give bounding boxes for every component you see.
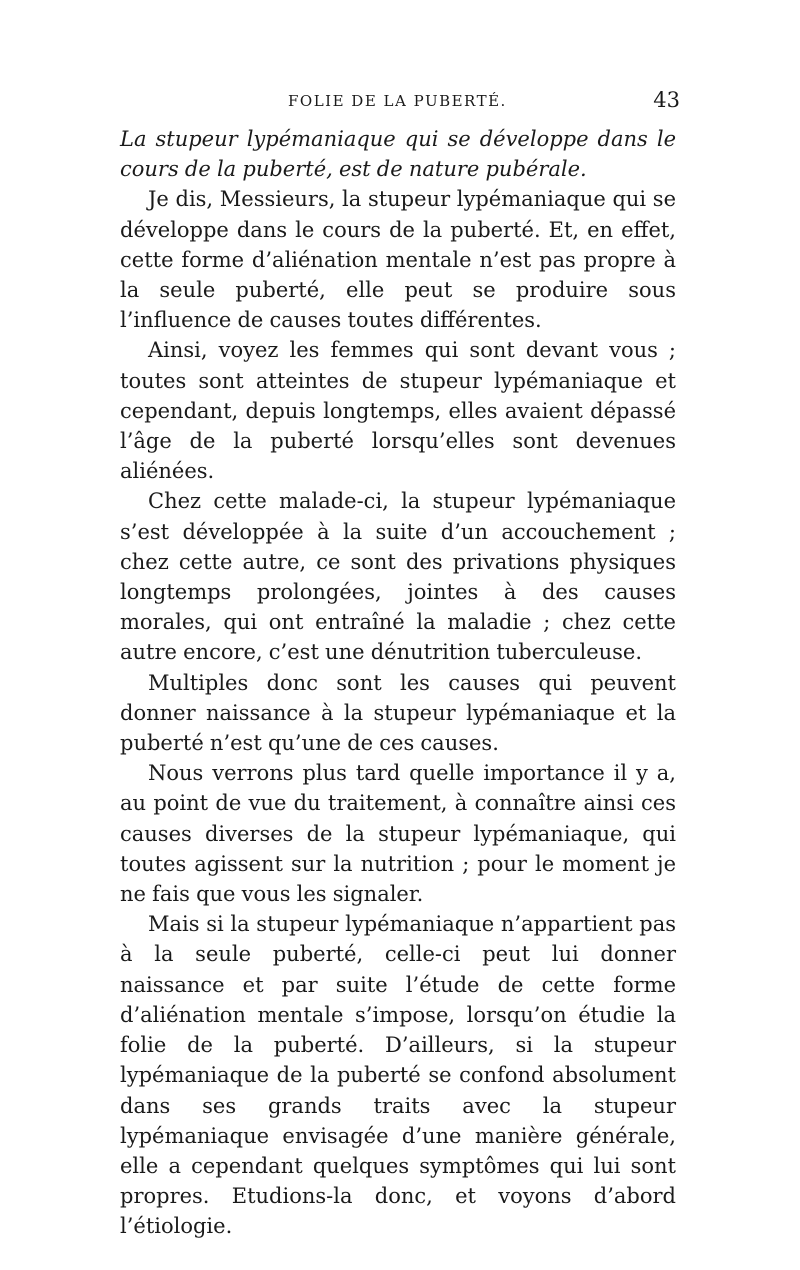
section-heading: La stupeur lypémaniaque qui se développe dans le cours de la puberté, est de nature pubérale. (120, 127, 676, 182)
paragraph: Je dis, Messieurs, la stupeur lypémaniaque qui se développe dans le cours de la puberté. Et, en effet, cette forme d’aliénation mentale n’est pas propre à la seule puberté, elle peut se produire sous l’influence de causes toutes différentes. (120, 187, 676, 333)
paragraph: Nous verrons plus tard quelle importance il y a, au point de vue du traitement, à connaître ainsi ces causes diverses de la stupeur lypémaniaque, qui toutes agissent sur la nutrition ; pour le moment je ne fais que vous les signaler. (120, 761, 676, 907)
page-number: 43 (653, 88, 680, 112)
paragraph: Multiples donc sont les causes qui peuvent donner naissance à la stupeur lypémaniaque et la puberté n’est qu’une de ces causes. (120, 670, 676, 756)
running-title: FOLIE DE LA PUBERTÉ. (288, 92, 507, 110)
paragraph: Mais si la stupeur lypémaniaque n’appartient pas à la seule puberté, celle-ci peut lui donner naissance et par suite l’étude de cette forme d’aliénation mentale s’impose, lorsqu’on étudie la folie de la puberté. D’ailleurs, si la stupeur lypémaniaque de la puberté se confond absolument dans ses grands traits avec la stupeur lypémaniaque envisagée d’une manière générale, elle a cependant quelques symptômes qui lui sont propres. Etudions-la donc, et voyons d’abord l’étiologie. (120, 912, 676, 1239)
body-text (120, 124, 676, 1242)
running-head (120, 88, 680, 118)
paragraph: Ainsi, voyez les femmes qui sont devant vous ; toutes sont atteintes de stupeur lypémaniaque et cependant, depuis longtemps, elles avaient dépassé l’âge de la puberté lorsqu’elles sont devenues aliénées. (120, 338, 676, 484)
paragraph: Chez cette malade-ci, la stupeur lypémaniaque s’est développée à la suite d’un accouchement ; chez cette autre, ce sont des privations physiques longtemps prolongées, jointes à des causes morales, qui ont entraîné la maladie ; chez cette autre encore, c’est une dénutrition tuberculeuse. (120, 489, 676, 665)
